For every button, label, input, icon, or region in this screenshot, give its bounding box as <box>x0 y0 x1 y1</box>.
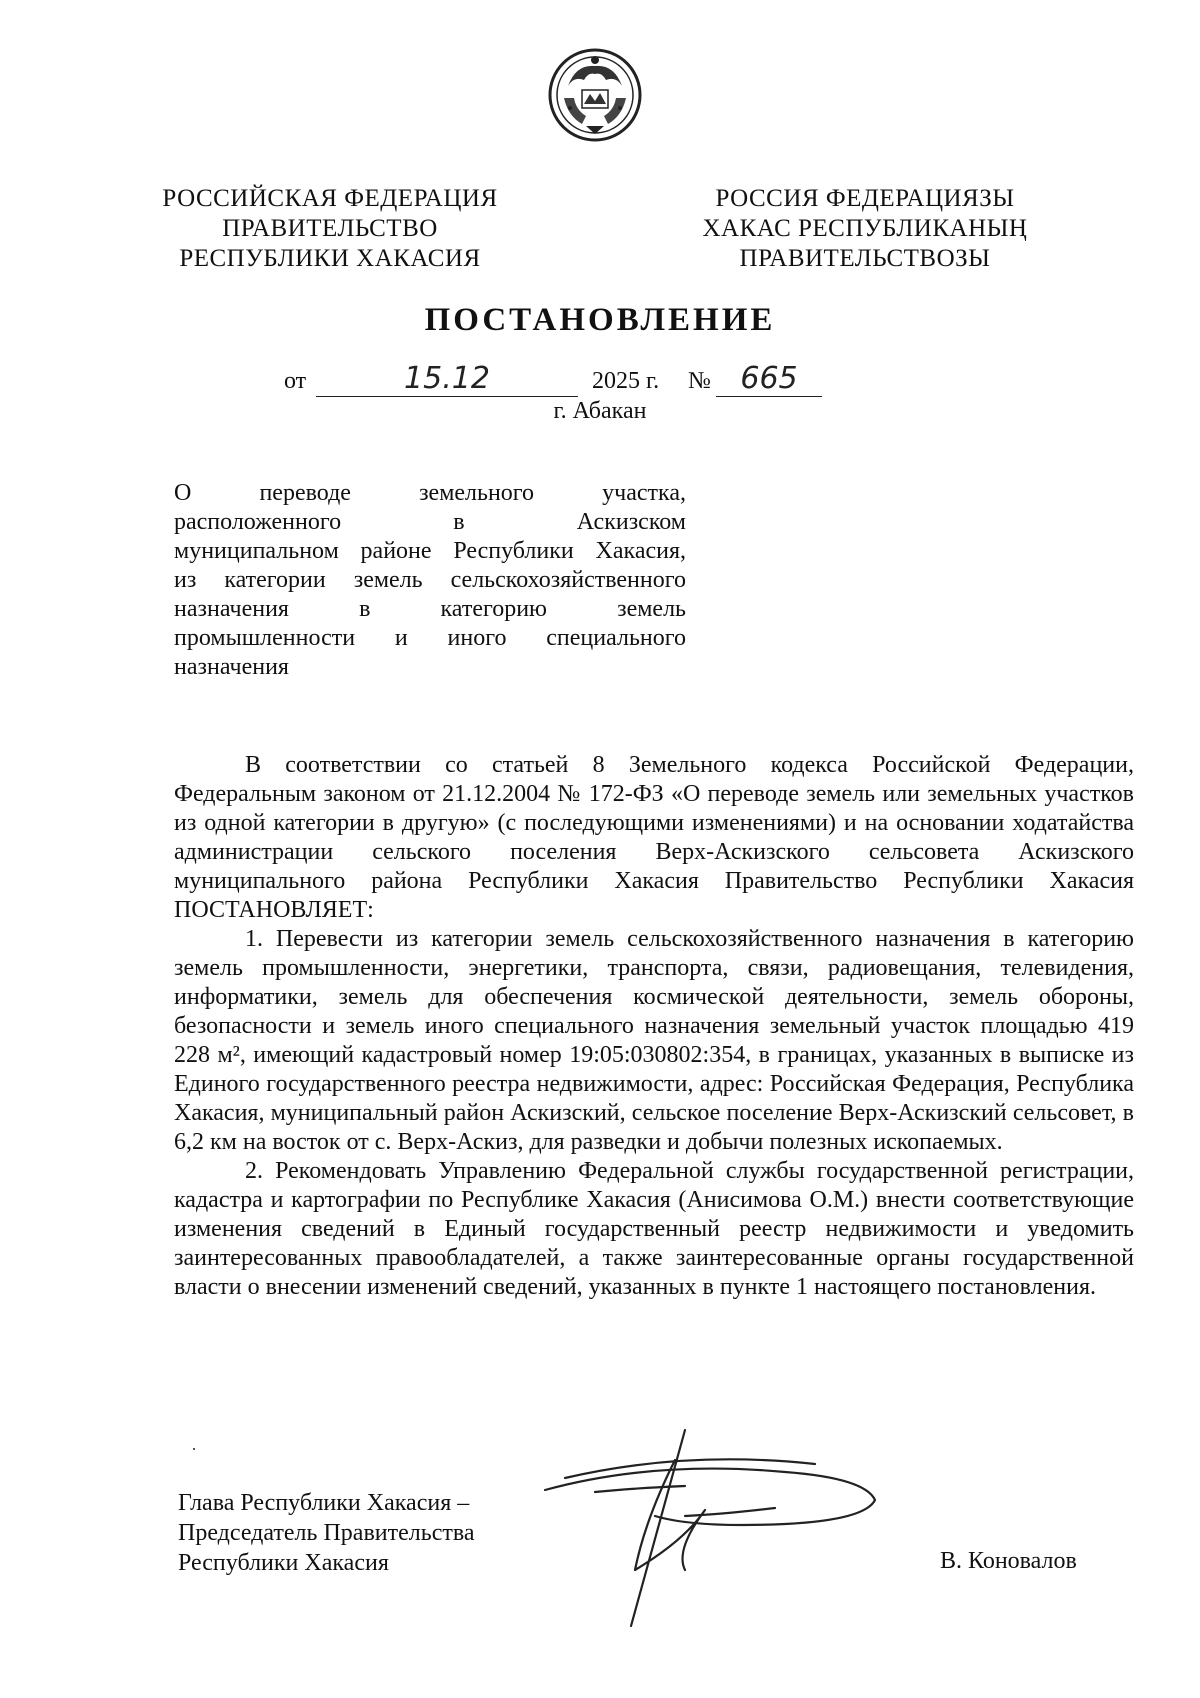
header-left-line: РЕСПУБЛИКИ ХАКАСИЯ <box>179 245 481 272</box>
signer-name: В. Коновалов <box>940 1548 1077 1574</box>
document-body <box>174 751 1134 1302</box>
subject-line: назначения в категорию земель <box>174 596 686 622</box>
signatory-title <box>178 1488 538 1578</box>
signatory-title-line: Глава Республики Хакасия – <box>178 1490 470 1516</box>
subject-line: из категории земель сельскохозяйственного <box>174 567 686 593</box>
document-title: ПОСТАНОВЛЕНИЕ <box>424 302 776 338</box>
subject-line: муниципальном районе Республики Хакасия, <box>174 538 686 564</box>
header-left-line: ПРАВИТЕЛЬСТВО <box>222 215 438 242</box>
header-right-line: РОССИЯ ФЕДЕРАЦИЯЗЫ <box>715 185 1015 212</box>
signatory-title-line: Республики Хакасия <box>178 1550 389 1576</box>
header-left-line: РОССИЙСКАЯ ФЕДЕРАЦИЯ <box>162 185 498 212</box>
date-field <box>316 361 578 397</box>
subject-line: О переводе земельного участка, <box>174 480 686 506</box>
date-handwritten: 15.12 <box>404 361 490 396</box>
date-prefix: от <box>284 368 307 394</box>
number-label: № <box>688 368 711 394</box>
city: г. Абакан <box>553 398 647 424</box>
subject-line: назначения <box>174 654 289 680</box>
year-label: 2025 г. <box>592 368 660 394</box>
number-field <box>716 361 822 397</box>
clause-1-paragraph: 1. Перевести из категории земель сельскохозяйственного назначения в категорию земель промышленности, энергетики, транспорта, связи, радиовещания, телевидения, информатики, земель для обеспечения космической деятельности, земель обороны, безопасности и земель иного специального назначения земельный участок площадью 419 228 м², имеющий кадастровый номер 19:05:030802:354, в границах, указанных в выписке из Единого государственного реестра недвижимости, адрес: Российская Федерация, Республика Хакасия, муниципальный район Аскизский, сельское поселение Верх-Аскизский сельсовет, в 6,2 км на восток от с. Верх-Аскиз, для разведки и добычи полезных ископаемых. <box>174 926 1134 1155</box>
subject-line: расположенного в Аскизском <box>174 509 686 535</box>
preamble-paragraph: В соответствии со статьей 8 Земельного кодекса Российской Федерации, Федеральным законом от 21.12.2004 № 172-ФЗ «О переводе земель или земельных участков из одной категории в другую» (с последующими изменениями) и на основании ходатайства администрации сельского поселения Верх-Аскизского сельсовета Аскизского муниципального района Республики Хакасия Правительство Республики Хакасия ПОСТАНОВЛЯЕТ: <box>174 752 1134 923</box>
clause-2-paragraph: 2. Рекомендовать Управлению Федеральной службы государственной регистрации, кадастра и картографии по Республике Хакасия (Анисимова О.М.) внести соответствующие изменения сведений в Единый государственный реестр недвижимости и уведомить заинтересованных правообладателей, а также заинтересованные органы государственной власти о внесении изменений сведений, указанных в пункте 1 настоящего постановления. <box>174 1158 1134 1300</box>
document-subject <box>174 479 686 682</box>
number-handwritten: 665 <box>740 361 798 396</box>
header-right-line: ПРАВИТЕЛЬСТВОЗЫ <box>739 245 991 272</box>
header-right <box>680 184 1050 274</box>
header-left <box>150 184 510 274</box>
scan-speck <box>193 1448 195 1450</box>
subject-line: промышленности и иного специального <box>174 625 686 651</box>
signatory-title-line: Председатель Правительства <box>178 1520 475 1546</box>
header-right-line: ХАКАС РЕСПУБЛИКАНЫҢ <box>702 215 1028 242</box>
handwritten-signature <box>535 1420 915 1630</box>
coat-of-arms-emblem <box>546 46 644 144</box>
